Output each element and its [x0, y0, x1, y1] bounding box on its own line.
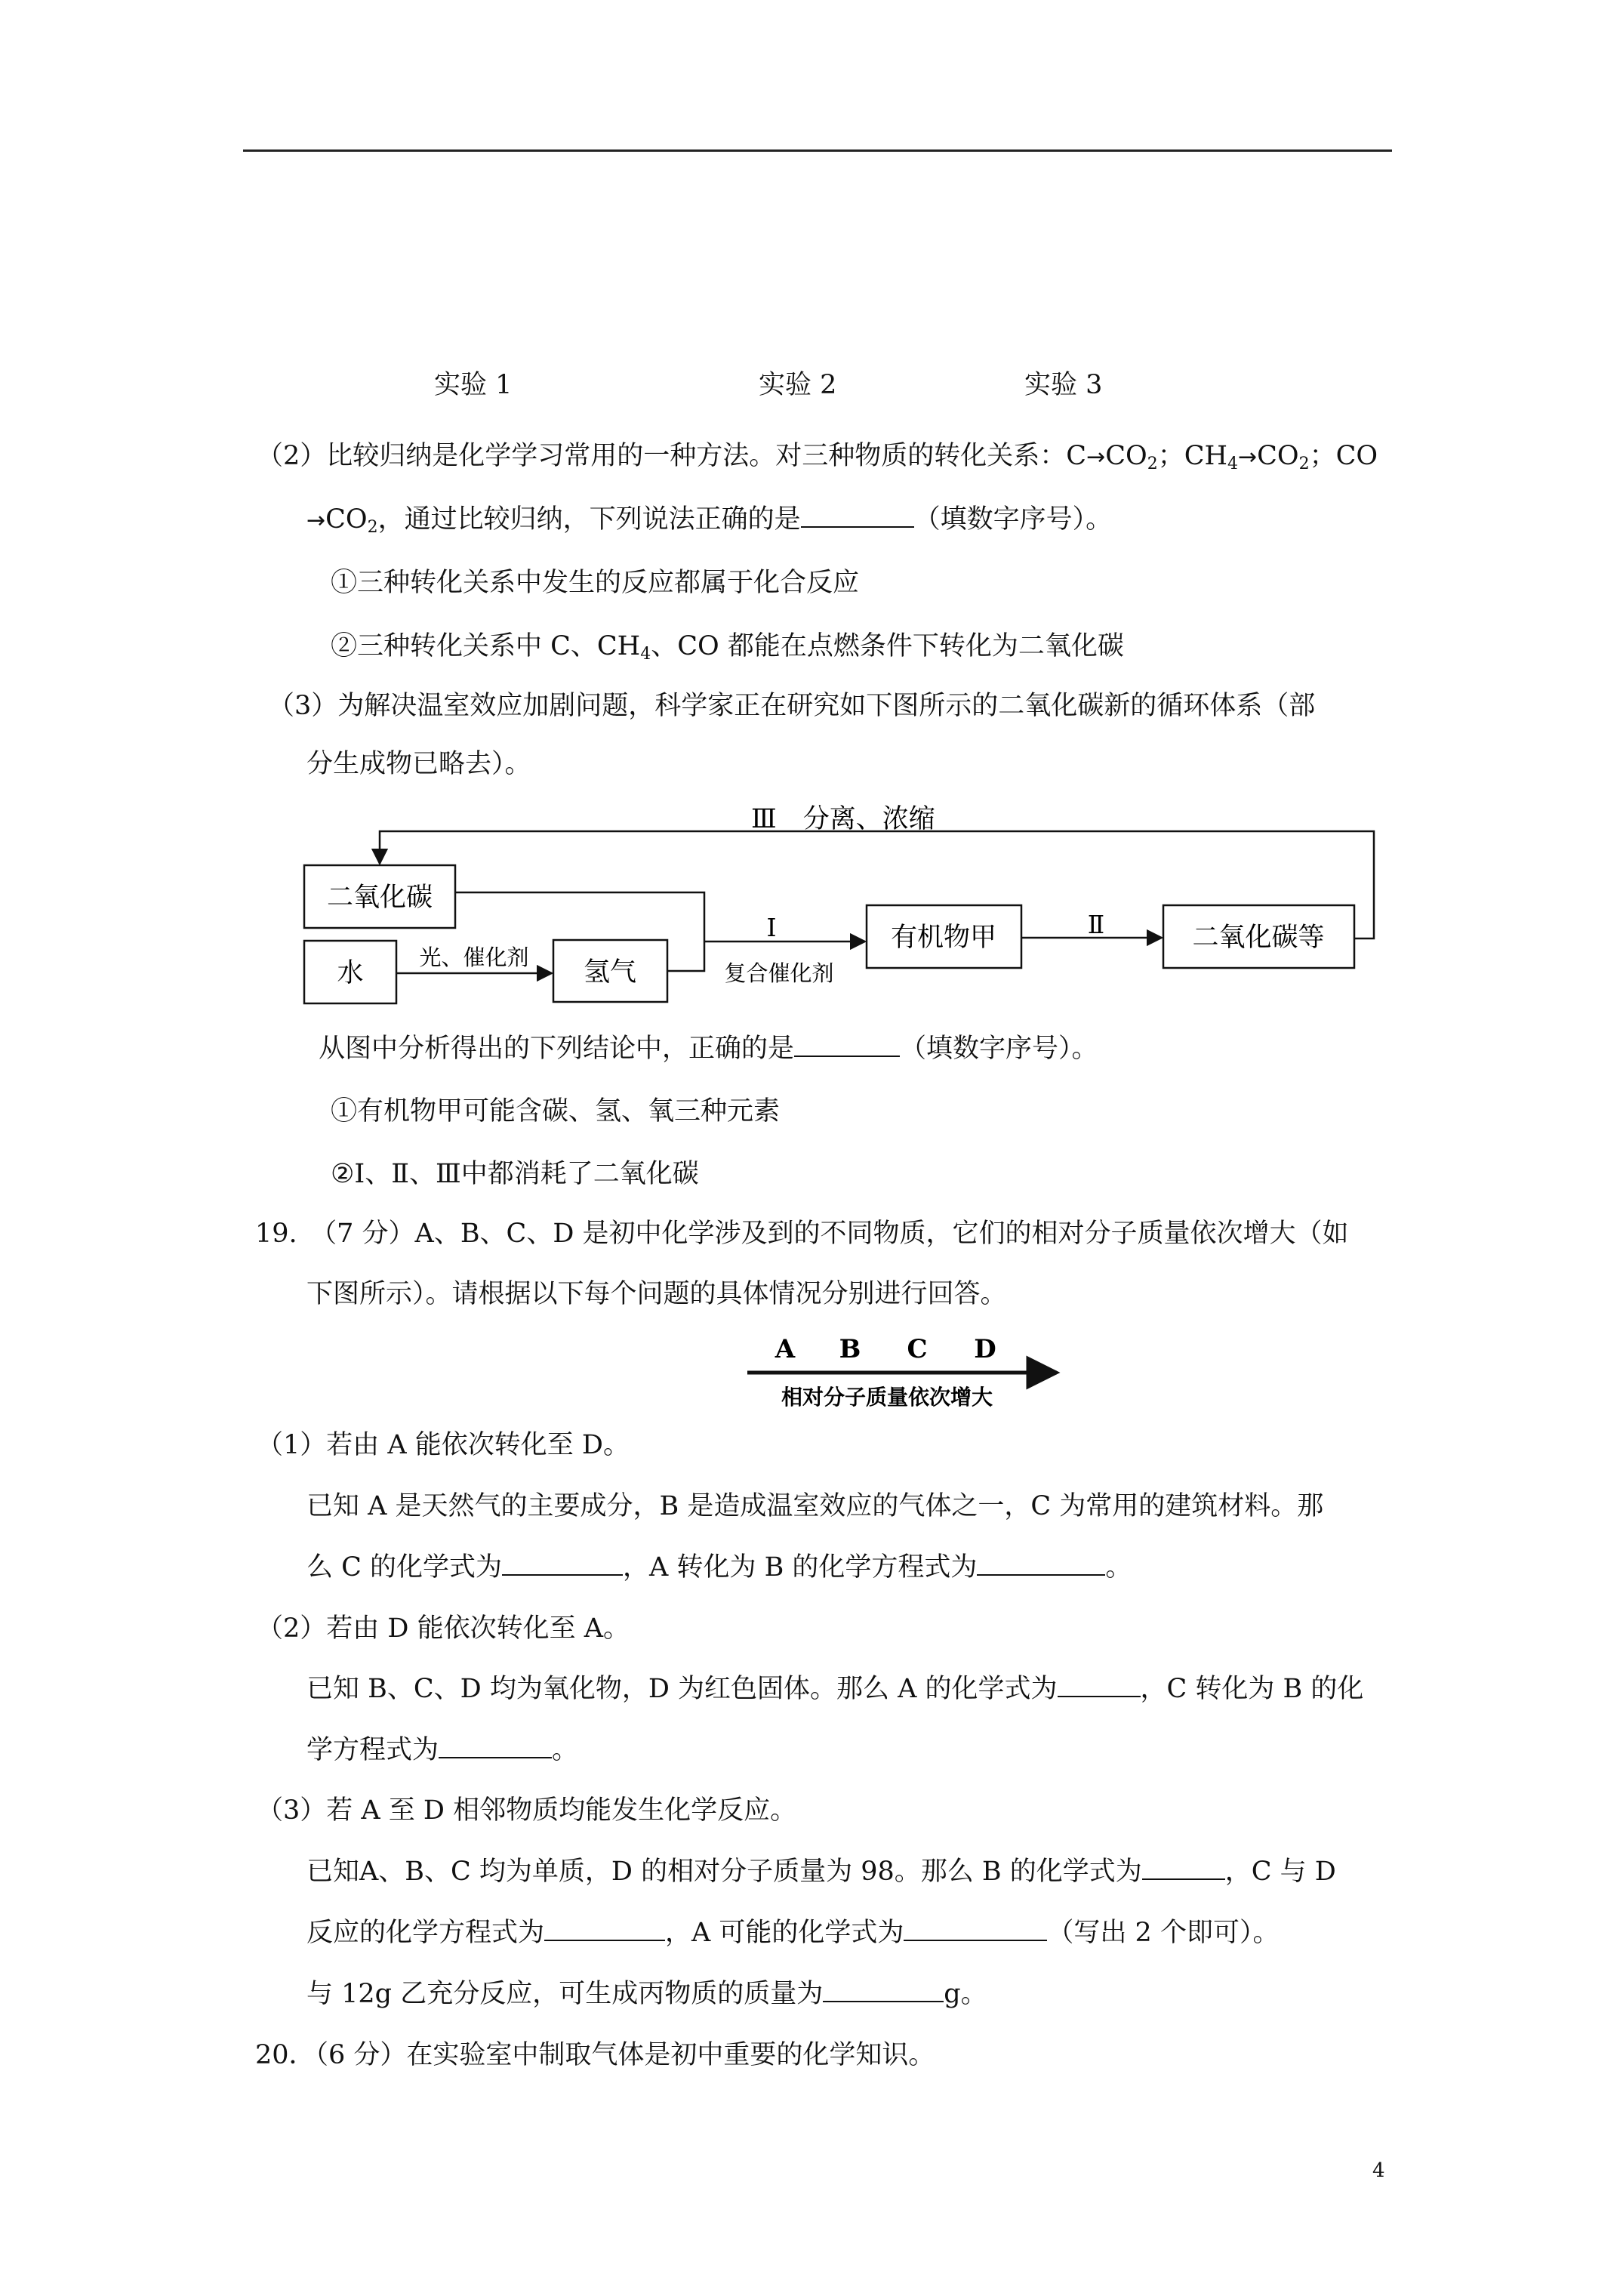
axis-letter-c: C — [907, 1334, 928, 1364]
axis-letter-a: A — [775, 1334, 796, 1364]
answer-blank[interactable] — [1142, 1856, 1225, 1880]
page-number: 4 — [1372, 2159, 1385, 2182]
q18-3-line1: （3）为解决温室效应加剧问题，科学家正在研究如下图所示的二氧化碳新的循环体系（部 — [268, 691, 1316, 721]
q19-3-line1: 已知A、B、C 均为单质，D 的相对分子质量为 98。那么 B 的化学式为 ，C 与 D — [306, 1857, 1336, 1887]
experiment-1-label: 实验 1 — [434, 370, 513, 400]
axis-letter-b: B — [839, 1334, 861, 1364]
q19-2-line1: 已知 B、C、D 均为氧化物，D 为红色固体。那么 A 的化学式为 ，C 转化为 B 的化 — [306, 1674, 1364, 1704]
q18-2-option2: ②三种转化关系中 C、$CH_4$、CO 都能在点燃条件下转化为二氧化碳 — [331, 631, 1124, 664]
answer-blank[interactable] — [823, 1978, 944, 2002]
q18-3-option1: ①有机物甲可能含碳、氢、氧三种元素 — [331, 1096, 781, 1126]
answer-blank[interactable] — [1058, 1673, 1141, 1697]
q18-2-option1: ①三种转化关系中发生的反应都属于化合反应 — [331, 568, 860, 598]
axis-caption: 相对分子质量依次增大 — [781, 1385, 993, 1410]
q19-1-line2: 么 C 的化学式为 ，A 转化为 B 的化学方程式为 。 — [306, 1552, 1132, 1583]
q20-line: 20．（6 分）在实验室中制取气体是初中重要的化学知识。 — [255, 2040, 935, 2070]
q18-2-line1: （2）比较归纳是化学学习常用的一种方法。对三种物质的转化关系：$C\to CO_2$；$CH_4\to CO_2$；CO — [257, 441, 1378, 473]
q19-2-title: （2）若由 D 能依次转化至 A。 — [257, 1613, 630, 1644]
hydrogen-box-label: 氢气 — [583, 957, 637, 988]
organic-a-label: 有机物甲 — [890, 923, 997, 953]
step1-label: Ⅰ — [766, 913, 777, 942]
q18-3-conclusion: 从图中分析得出的下列结论中，正确的是 （填数字序号）。 — [319, 1034, 1098, 1064]
q19-2-line2: 学方程式为 。 — [306, 1735, 579, 1765]
q19-line2: 下图所示）。请根据以下每个问题的具体情况分别进行回答。 — [306, 1279, 1007, 1309]
co2-etc-label: 二氧化碳等 — [1192, 923, 1325, 953]
composite-catalyst-label: 复合催化剂 — [724, 960, 834, 986]
answer-blank[interactable] — [439, 1734, 552, 1758]
q18-2-line2: $\to CO_2$，通过比较归纳，下列说法正确的是 （填数字序号）。 — [306, 504, 1113, 537]
experiment-2-label: 实验 2 — [759, 370, 837, 400]
axis-letter-d: D — [974, 1334, 996, 1364]
step3-label: Ⅲ 分离、浓缩 — [751, 804, 935, 834]
q19-1-title: （1）若由 A 能依次转化至 D。 — [257, 1430, 630, 1460]
answer-blank[interactable] — [502, 1552, 623, 1576]
light-catalyst-label: 光、催化剂 — [419, 945, 529, 970]
q19-3-line3: 与 12g 乙充分反应，可生成丙物质的质量为 g。 — [306, 1979, 987, 2009]
q19-3-line2: 反应的化学方程式为 ，A 可能的化学式为 （写出 2 个即可）。 — [306, 1918, 1280, 1948]
q19-3-title: （3）若 A 至 D 相邻物质均能发生化学反应。 — [257, 1795, 797, 1826]
answer-blank[interactable] — [904, 1917, 1047, 1941]
answer-blank[interactable] — [794, 1033, 900, 1057]
q18-3-option2: ②Ⅰ、Ⅱ、Ⅲ中都消耗了二氧化碳 — [331, 1159, 699, 1189]
answer-blank[interactable] — [544, 1917, 665, 1941]
q19-1-line1: 已知 A 是天然气的主要成分，B 是造成温室效应的气体之一，C 为常用的建筑材料。那 — [306, 1491, 1324, 1521]
experiment-3-label: 实验 3 — [1024, 370, 1103, 400]
co2-merge-line — [455, 892, 704, 942]
answer-blank[interactable] — [977, 1552, 1105, 1576]
water-box-label: 水 — [337, 958, 364, 988]
q19-line1: 19. （7 分）A、B、C、D 是初中化学涉及到的不同物质，它们的相对分子质量依次增大（如 — [255, 1219, 1349, 1249]
co2-box-label: 二氧化碳 — [326, 883, 433, 913]
hydrogen-merge-line — [667, 942, 704, 971]
q18-3-line2: 分生成物已略去）。 — [306, 749, 531, 779]
step2-label: Ⅱ — [1087, 910, 1105, 939]
